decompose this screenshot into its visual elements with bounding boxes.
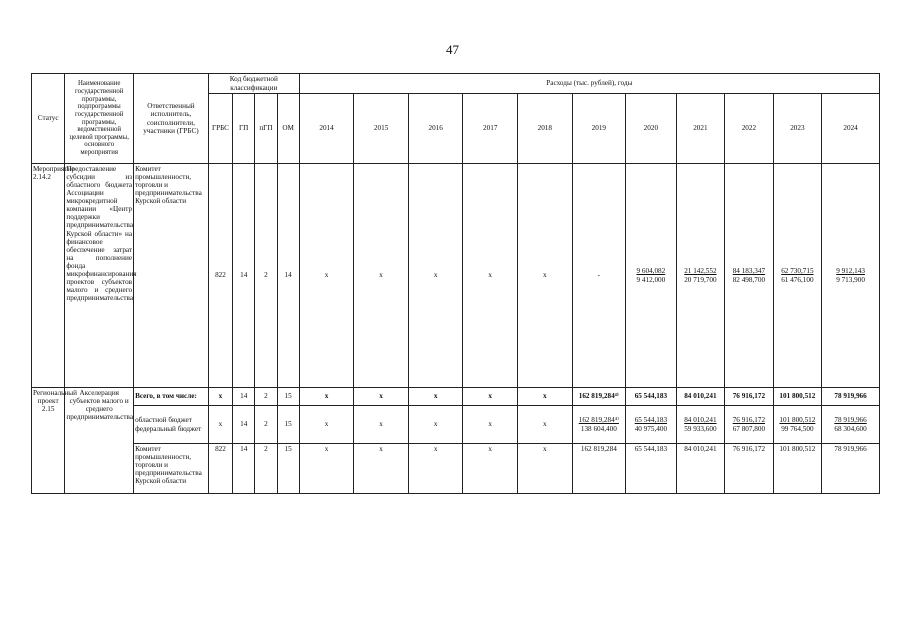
row-value: 162 819,284⁴⁾ 138 604,400 <box>572 406 626 444</box>
row-value: 78 919,966 <box>822 444 880 494</box>
header-year: 2016 <box>408 94 463 164</box>
row-value: 65 544,183 <box>626 444 677 494</box>
row-value: 9 604,082 9 412,000 <box>626 164 677 388</box>
row-value: 101 800,512 <box>773 444 822 494</box>
row-value: x <box>299 388 354 406</box>
header-code: пГП <box>255 94 277 164</box>
row-value: x <box>463 444 518 494</box>
row-code: 14 <box>233 444 255 494</box>
row-value: x <box>408 164 463 388</box>
row-code: 822 <box>208 444 232 494</box>
header-name: Наименование государственной программы, подпрограммы государственной программы, ведомственной целевой программы, основного мероприятия <box>65 74 134 164</box>
row-code: x <box>208 406 232 444</box>
row-value: 101 800,512 99 764,500 <box>773 406 822 444</box>
budget-table <box>31 73 880 494</box>
row-responsible: Комитет промышленности, торговли и предпринимательства Курской области <box>134 164 209 388</box>
header-code: ГРБС <box>208 94 232 164</box>
header-code: ГП <box>233 94 255 164</box>
header-budget-code: Код бюджетной классификации <box>208 74 299 94</box>
header-year: 2023 <box>773 94 822 164</box>
table-row <box>32 444 880 494</box>
row-value: 78 919,966 <box>822 388 880 406</box>
row-value: 76 916,172 <box>725 388 774 406</box>
header-year: 2021 <box>676 94 725 164</box>
row-value: x <box>518 406 573 444</box>
row-code: 15 <box>277 406 299 444</box>
row-value: x <box>463 406 518 444</box>
header-year: 2024 <box>822 94 880 164</box>
header-year: 2019 <box>572 94 626 164</box>
row-code: 14 <box>233 388 255 406</box>
row-code: 2 <box>255 388 277 406</box>
row-value: x <box>463 164 518 388</box>
row-value: x <box>408 388 463 406</box>
row-code: 2 <box>255 444 277 494</box>
row-value: x <box>518 388 573 406</box>
row-value: x <box>518 164 573 388</box>
row-name: Акселерация субъектов малого и среднего предпринимательства <box>65 388 134 494</box>
row-code: 15 <box>277 388 299 406</box>
row-value: x <box>354 406 409 444</box>
row-status: Мероприятие 2.14.2 <box>32 164 65 388</box>
table-row <box>32 388 880 406</box>
row-value: 76 916,172 <box>725 444 774 494</box>
table-row <box>32 164 880 388</box>
row-value: 65 544,183 <box>626 388 677 406</box>
row-value: 84 010,241 59 933,600 <box>676 406 725 444</box>
row-value: 162 819,284 <box>572 444 626 494</box>
row-value: 9 912,143 9 713,900 <box>822 164 880 388</box>
row-responsible: Всего, в том числе: <box>134 388 209 406</box>
header-year: 2018 <box>518 94 573 164</box>
row-value: - <box>572 164 626 388</box>
row-value: 65 544,183 40 975,400 <box>626 406 677 444</box>
header-status: Статус <box>32 74 65 164</box>
row-value: 101 800,512 <box>773 388 822 406</box>
table-row <box>32 406 880 444</box>
row-value: x <box>354 388 409 406</box>
header-expenses: Расходы (тыс. рублей), годы <box>299 74 879 94</box>
row-value: 76 916,172 67 807,800 <box>725 406 774 444</box>
row-value: x <box>299 164 354 388</box>
row-value: x <box>354 164 409 388</box>
row-code: 14 <box>233 164 255 388</box>
row-value: x <box>408 406 463 444</box>
row-code: 2 <box>255 164 277 388</box>
header-code: ОМ <box>277 94 299 164</box>
row-value: 21 142,552 20 719,700 <box>676 164 725 388</box>
header-year: 2017 <box>463 94 518 164</box>
row-value: 84 010,241 <box>676 388 725 406</box>
header-year: 2015 <box>354 94 409 164</box>
row-name: Предоставление субсидии из областного бюджета Ассоциации микрокредитной компании «Центр поддержки предпринимательства Курской области» на финансовое обеспечение затрат на пополнение фонда микрофинансирования проектов субъектов малого и среднего предпринимательства <box>65 164 134 388</box>
row-value: 162 819,284⁴⁾ <box>572 388 626 406</box>
row-status: Региональный проект 2.15 <box>32 388 65 494</box>
row-value: 62 730,715 61 476,100 <box>773 164 822 388</box>
row-code: x <box>208 388 232 406</box>
page-number: 47 <box>446 42 459 57</box>
row-code: 2 <box>255 406 277 444</box>
header-year: 2020 <box>626 94 677 164</box>
row-value: x <box>408 444 463 494</box>
header-year: 2022 <box>725 94 774 164</box>
row-value: x <box>299 444 354 494</box>
row-responsible: Комитет промышленности, торговли и предпринимательства Курской области <box>134 444 209 494</box>
header-responsible: Ответственный исполнитель, соисполнители, участники (ГРБС) <box>134 74 209 164</box>
row-value: x <box>354 444 409 494</box>
header-year: 2014 <box>299 94 354 164</box>
row-value: 84 183,347 82 498,700 <box>725 164 774 388</box>
row-value: 78 919,966 68 304,600 <box>822 406 880 444</box>
row-value: x <box>463 388 518 406</box>
row-code: 14 <box>277 164 299 388</box>
row-value: x <box>299 406 354 444</box>
row-value: 84 010,241 <box>676 444 725 494</box>
row-code: 15 <box>277 444 299 494</box>
row-code: 14 <box>233 406 255 444</box>
row-responsible: областной бюджет федеральный бюджет <box>134 406 209 444</box>
row-value: x <box>518 444 573 494</box>
row-code: 822 <box>208 164 232 388</box>
